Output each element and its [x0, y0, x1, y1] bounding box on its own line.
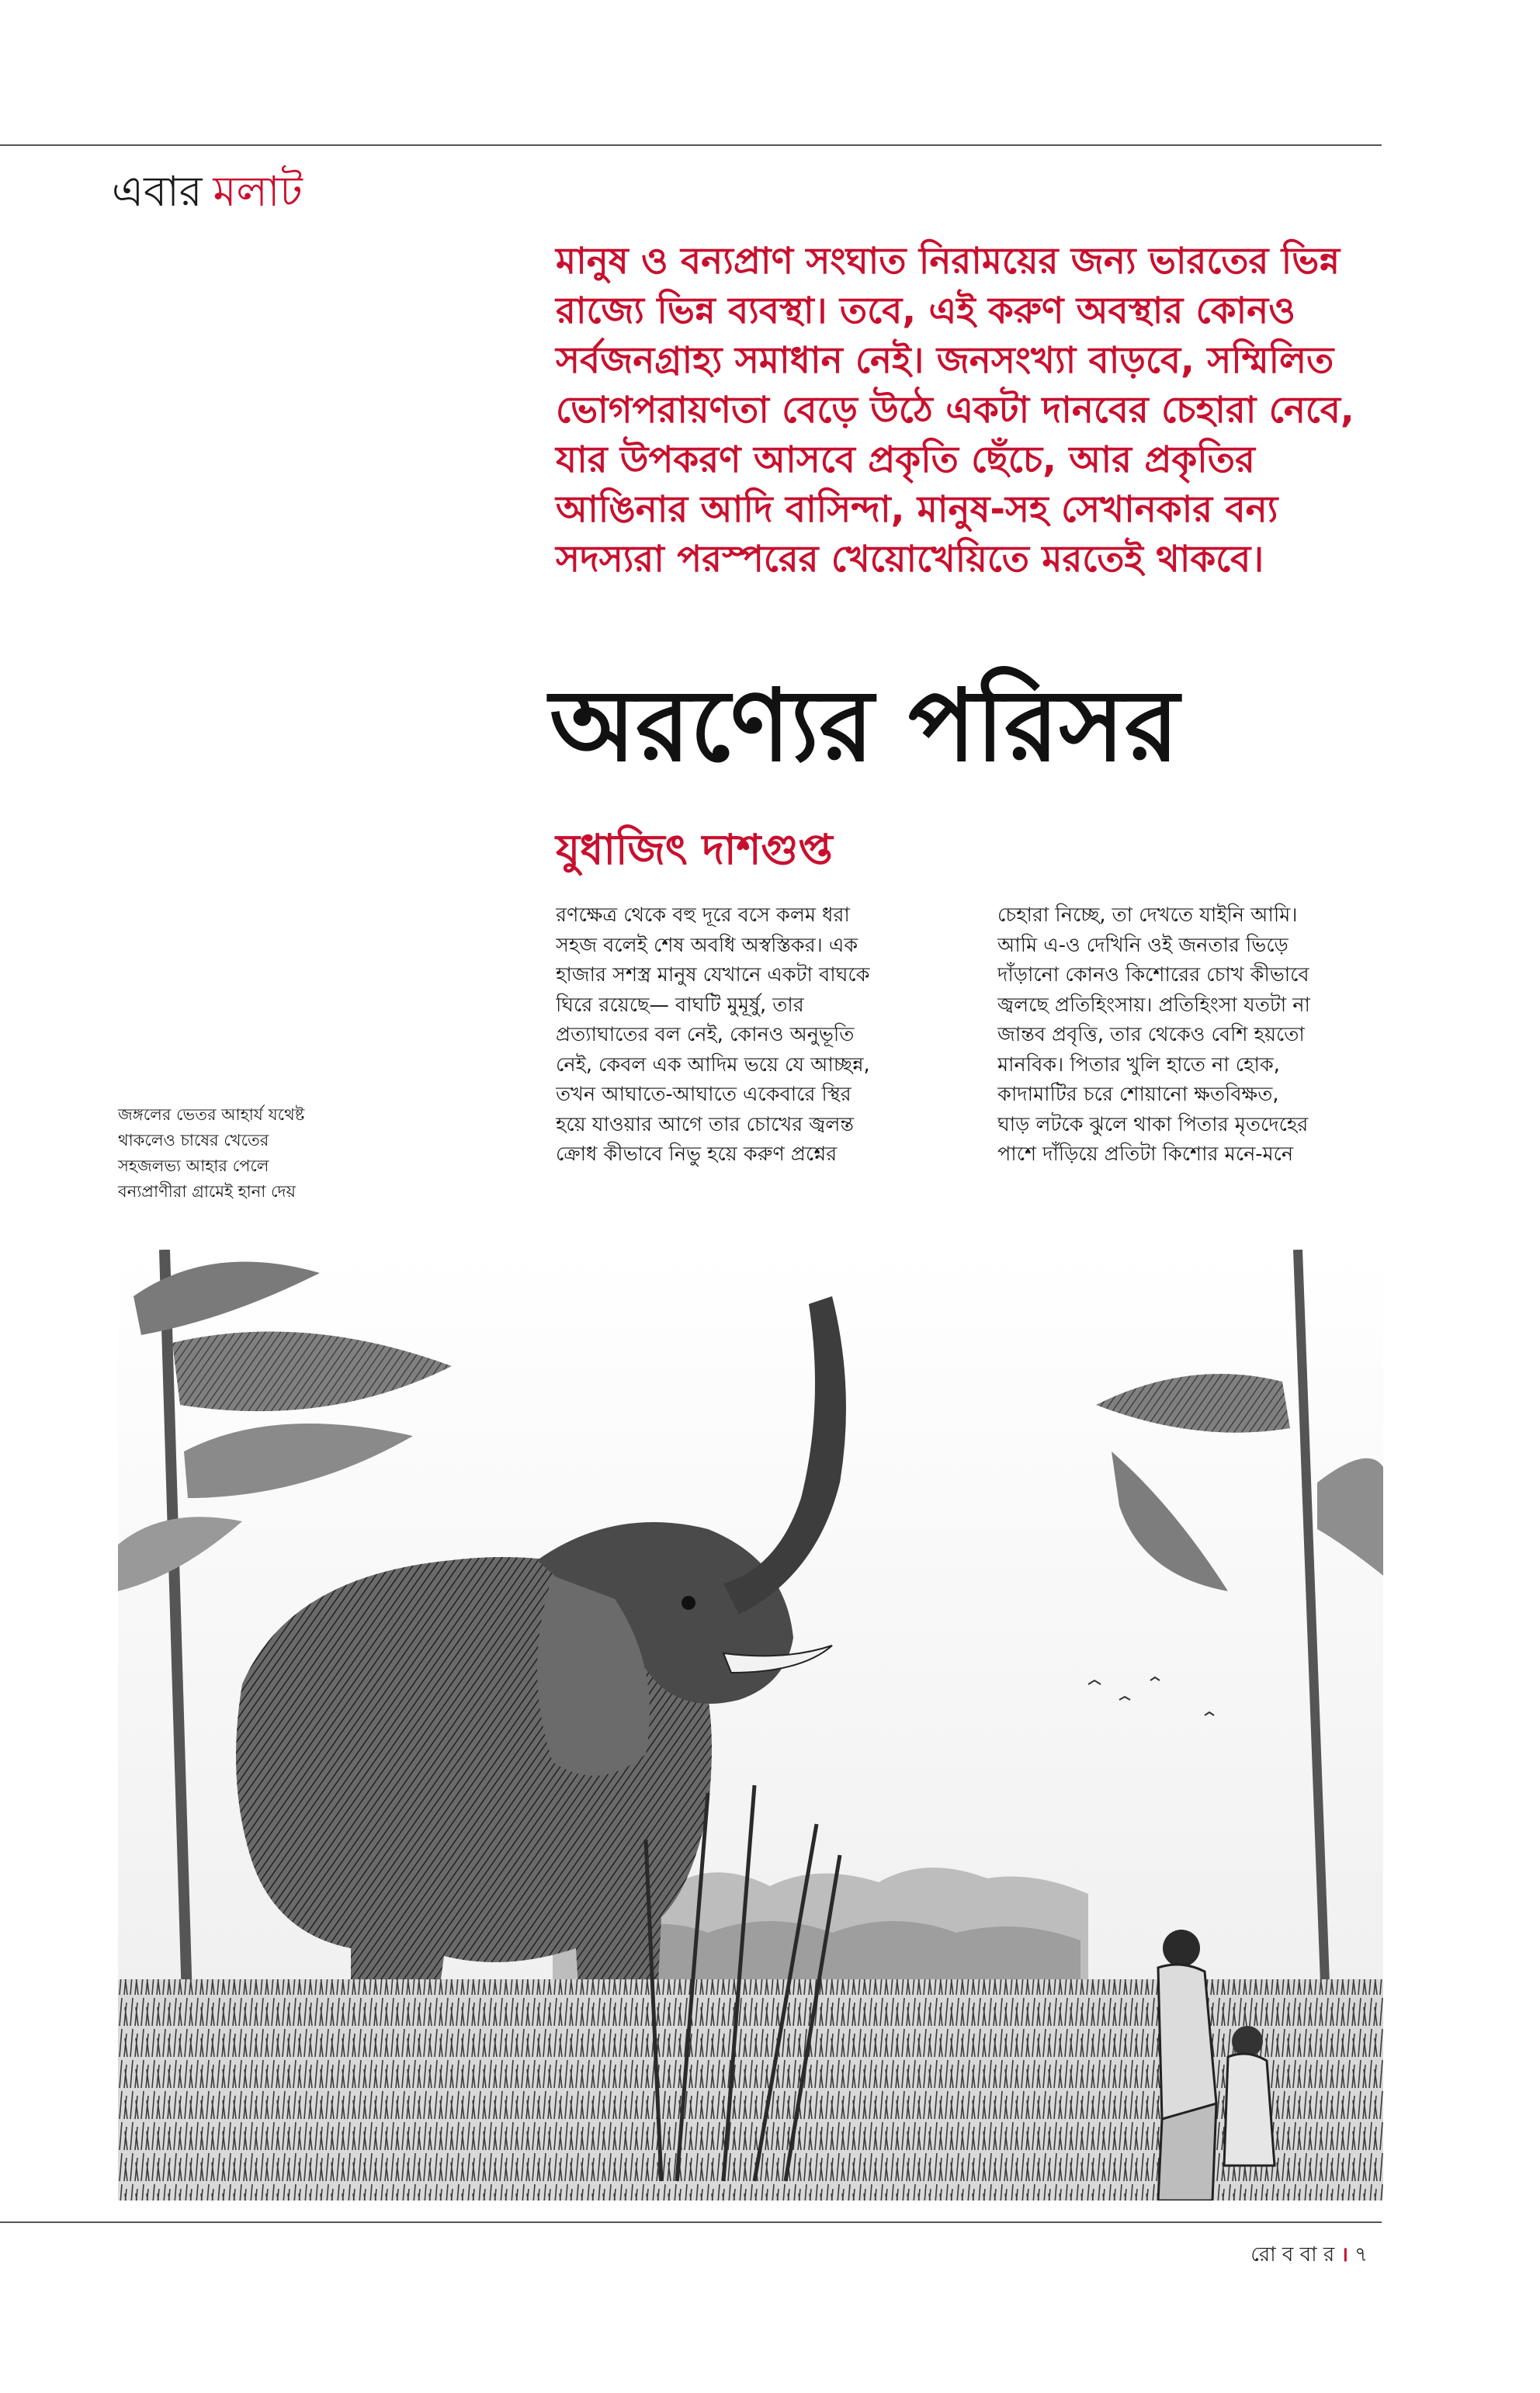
standfirst: মানুষ ও বন্যপ্রাণ সংঘাত নিরাময়ের জন্য ভারতের ভিন্ন রাজ্যে ভিন্ন ব্যবস্থা। তবে, এই করুণ অবস্থার কোনও সর্বজনগ্রাহ্য সমাধান নেই। জনসংখ্যা বাড়বে, সম্মিলিত ভোগপরায়ণতা বেড়ে উঠে একটা দানবের চেহারা নেবে, যার উপকরণ আসবে প্রকৃতি ছেঁচে, আর প্রকৃতির আঙিনার আদি বাসিন্দা, মানুষ-সহ সেখানকার বন্য সদস্যরা পরস্পরের খেয়োখেয়িতে মরতেই থাকবে।: [556, 240, 1354, 581]
section-word-2: মলাট: [213, 167, 303, 216]
body-line: প্রত্যাঘাতের বল নেই, কোনও অনুভূতি: [556, 1023, 855, 1046]
bottom-rule: [0, 2221, 1382, 2223]
headline: অরণ্যের পরিসর: [550, 668, 1180, 784]
page-number: ৭: [1354, 2243, 1368, 2266]
body-line: সহজ বলেই শেষ অবধি অস্বস্তিকর। এক: [556, 933, 858, 957]
caption-line: থাকলেও চাষের খেতের: [118, 1131, 269, 1150]
body-line: ঘাড় লটকে ঝুলে থাকা পিতার মৃতদেহের: [997, 1112, 1309, 1136]
page-footer: [1250, 2241, 1368, 2269]
caption-line: সহজলভ্য আহার পেলে: [118, 1157, 269, 1175]
footer-separator: ।: [1341, 2243, 1349, 2266]
caption-line: বন্যপ্রাণীরা গ্রামেই হানা দেয়: [118, 1182, 296, 1201]
body-line: জান্তব প্রবৃত্তি, তার থেকেও বেশি হয়তো: [997, 1023, 1305, 1046]
body-line: ক্রোধ কীভাবে নিভু হয়ে করুণ প্রশ্নের: [556, 1143, 838, 1166]
image-caption: [118, 1102, 397, 1205]
body-line: পাশে দাঁড়িয়ে প্রতিটা কিশোর মনে-মনে: [997, 1143, 1294, 1166]
body-line: কাদামাটির চরে শোয়ানো ক্ষতবিক্ষত,: [997, 1083, 1279, 1106]
section-word-1: এবার: [112, 167, 203, 216]
body-line: মানবিক। পিতার খুলি হাতে না হোক,: [997, 1053, 1280, 1077]
body-line: জ্বলছে প্রতিহিংসায়। প্রতিহিংসা যতটা না: [997, 993, 1310, 1017]
body-line: হয়ে যাওয়ার আগে তার চোখের জ্বলন্ত: [556, 1112, 854, 1136]
section-heading: [112, 165, 303, 219]
body-column-1: [556, 900, 971, 1170]
byline: যুধাজিৎ দাশগুপ্ত: [556, 825, 833, 874]
body-line: রণক্ষেত্র থেকে বহু দূরে বসে কলম ধরা: [556, 903, 850, 927]
body-line: চেহারা নিচ্ছে, তা দেখতে যাইনি আমি।: [997, 903, 1298, 927]
elephant-illustration: [118, 1250, 1383, 2201]
body-line: আমি এ-ও দেখিনি ওই জনতার ভিড়ে: [997, 933, 1289, 957]
body-column-2: [997, 900, 1413, 1170]
body-line: নেই, কেবল এক আদিম ভয়ে যে আচ্ছন্ন,: [556, 1053, 870, 1077]
top-rule: [0, 144, 1382, 146]
body-line: ঘিরে রয়েছে— বাঘটি মুমূর্ষু, তার: [556, 993, 804, 1017]
caption-line: জঙ্গলের ভেতর আহার্য যথেষ্ট: [118, 1105, 305, 1124]
body-line: হাজার সশস্ত্র মানুষ যেখানে একটা বাঘকে: [556, 963, 870, 987]
magazine-name: রো ব বা র: [1250, 2243, 1335, 2266]
body-line: দাঁড়ানো কোনও কিশোরের চোখ কীভাবে: [997, 963, 1309, 987]
body-line: তখন আঘাতে-আঘাতে একেবারে স্থির: [556, 1083, 852, 1106]
